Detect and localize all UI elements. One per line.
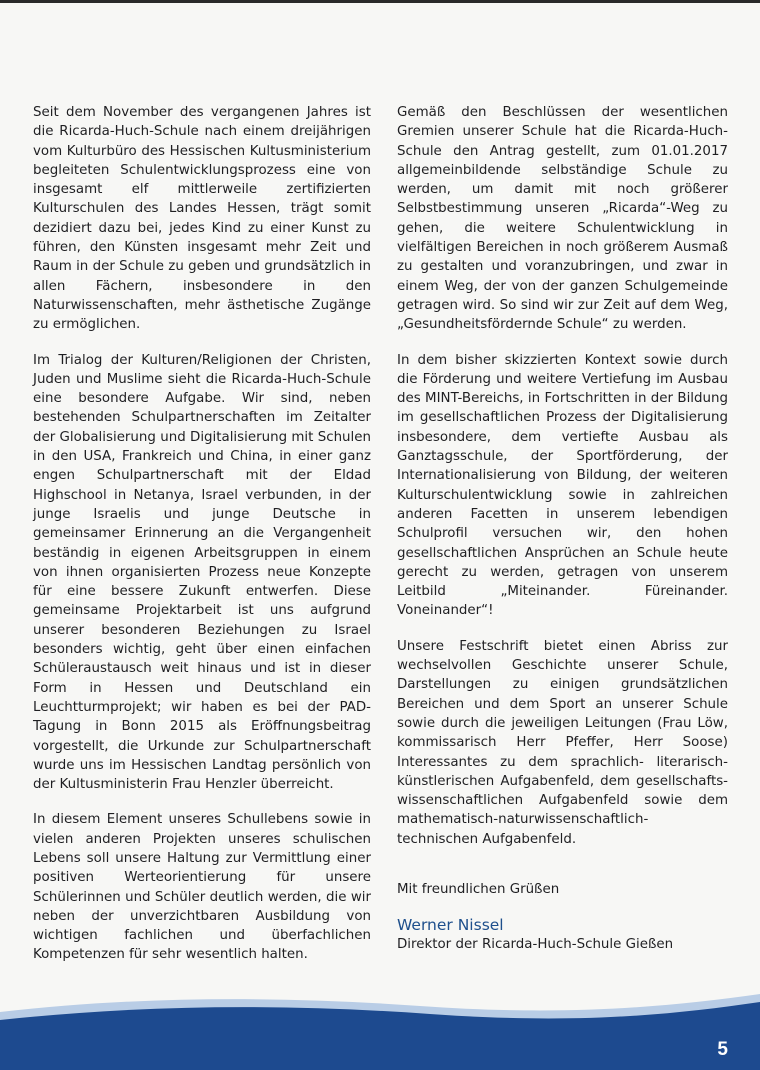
paragraph: In dem bisher skizzierten Kontext sowie durch die Förderung und weitere Vertiefung im Ausbau des MINT-Bereichs, in Fortschritten in der Bildung im gesellschaftlichen Prozess der Digitalisierung insbesondere, dem vertiefte Ausbau als Ganztagsschule, der Sportförderung, der Internationalisierung von Bildung, der weiteren Kulturschulentwicklung sowie in zahlreichen anderen Facetten in unserem lebendigen Schulprofil versuchen wir, den hohen gesellschaftlichen Ansprüchen an Schule heute gerecht zu werden, getragen von unserem Leitbild „Miteinander. Füreinander. Voneinander“! (397, 352, 728, 619)
paragraph: Im Trialog der Kulturen/Religionen der Christen, Juden und Muslime sieht die Ricarda-Huch-Schule eine besondere Aufgabe. Wir sind, neben bestehenden Schulpartnerschaften im Zeitalter der Globalisierung und Digitalisierung mit Schulen in den USA, Frankreich und China, in einer ganz engen Schulpartnerschaft mit der Eldad Highschool in Netanya, Israel verbunden, in der junge Israelis und junge Deutsche in gemeinsamer Erinnerung an die Vergangenheit beständig in eigenen Arbeitsgruppen in einem von ihnen organisierten Prozess neue Konzepte für eine bessere Zukunft entwerfen. Diese gemeinsame Projektarbeit ist uns aufgrund unserer besonderen Beziehungen zu Israel besonders wichtig, geht über einen einfachen Schüleraustausch weit hinaus und ist in dieser Form in Hessen und Deutschland ein Leuchtturmprojekt; wir haben es bei der PAD-Tagung in Bonn 2015 als Eröffnungsbeitrag vorgestellt, die Urkunde zur Schulpartnerschaft wurde uns im Hessischen Landtag persönlich von der Kultusministerin Frau Henzler überreicht. (33, 352, 371, 793)
closing-block (397, 880, 727, 954)
paragraph: In diesem Element unseres Schullebens sowie in vielen anderen Projekten unseres schulischen Lebens soll unsere Haltung zur Vermittlung einer positiven Werteorientierung für unsere Schülerinnen und Schüler deutlich werden, die wir neben der unverzichtbaren Ausbildung von wichtigen fachlichen und überfachlichen Kompetenzen für sehr wesentlich halten. (33, 812, 371, 963)
text-column-right (397, 103, 728, 865)
paragraph: Seit dem November des vergangenen Jahres ist die Ricarda-Huch-Schule nach einem dreijährigen vom Kulturbüro des Hessischen Kultusministerium begleiteten Schulentwicklungsprozess eine von insgesamt elf mittlerweile zertifizierten Kulturschulen des Landes Hessen, trägt somit dezidiert dazu bei, jedes Kind zu einer Kunst zu führen, den Künsten insgesamt mehr Zeit und Raum in der Schule zu geben und grundsätzlich in allen Fächern, insbesondere in den Naturwissenschaften, mehr ästhetische Zugänge zu ermöglichen. (33, 105, 371, 333)
signatory-name: Werner Nissel (397, 916, 504, 934)
signatory-title: Direktor der Ricarda-Huch-Schule Gießen (397, 937, 674, 952)
page-top-edge (0, 0, 760, 3)
paragraph: Gemäß den Beschlüssen der wesentlichen Gremien unserer Schule hat die Ricarda-Huch-Schule den Antrag gestellt, zum 01.01.2017 allgemeinbildende selbständige Schule zu werden, um damit mit noch größerer Selbstbestimmung unseren „Ricarda“-Weg zu gehen, die weitere Schulentwicklung in vielfältigen Bereichen in noch größerem Ausmaß zu gestalten und voranzubringen, und zwar in einem Weg, der von der ganzen Schulgemeinde getragen wird. So sind wir zur Zeit auf dem Weg, „Gesundheitsfördernde Schule“ zu werden. (397, 105, 728, 333)
page-number: 5 (717, 1039, 728, 1060)
closing-greeting: Mit freundlichen Grüßen (397, 882, 560, 897)
footer-wave (0, 990, 760, 1070)
paragraph: Unsere Festschrift bietet einen Abriss zur wechselvollen Geschichte unserer Schule, Darstellungen zu einigen grundsätzlichen Bereichen und dem Sport an unserer Schule sowie durch die jeweiligen Leitungen (Frau Löw, kommissarisch Herr Pfeffer, Herr Soose) Interessantes zu dem sprachlich- literarisch-künstlerischen Aufgabenfeld, dem gesellschafts-wissenschaftlichen Aufgabenfeld sowie dem mathematisch-naturwissenschaftlich- technischen Aufgabenfeld. (397, 638, 728, 847)
text-column-left (33, 103, 371, 981)
